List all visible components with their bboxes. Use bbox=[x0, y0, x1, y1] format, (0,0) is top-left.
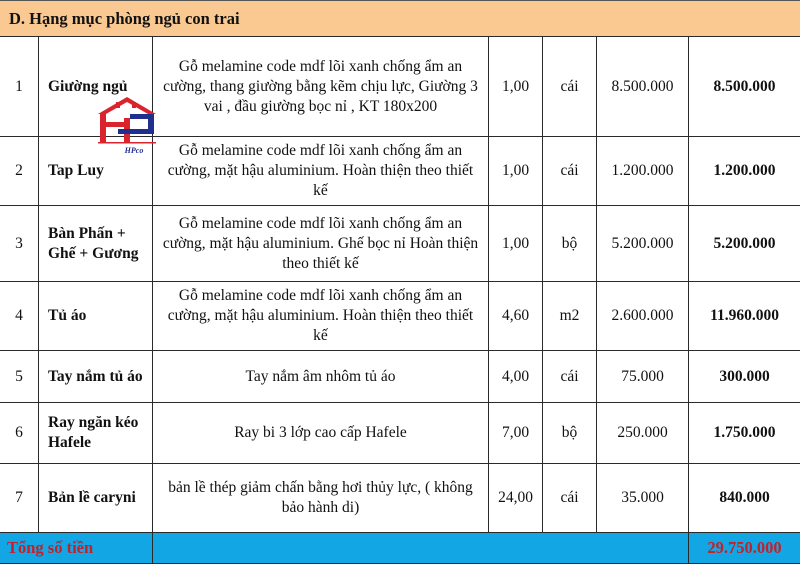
item-name: Giường ngủ bbox=[39, 37, 153, 137]
item-unit: m2 bbox=[543, 282, 597, 351]
item-description: bản lề thép giảm chấn bằng hơi thủy lực, ( không bảo hành di) bbox=[153, 464, 489, 533]
grand-total-row bbox=[0, 533, 800, 564]
item-description: Gỗ melamine code mdf lõi xanh chống ẩm an cường, mặt hậu aluminium. Hoàn thiện theo thiết kế bbox=[153, 137, 489, 206]
grand-total-label: Tổng số tiền bbox=[0, 533, 153, 564]
item-unit: cái bbox=[543, 464, 597, 533]
table-row bbox=[0, 464, 800, 533]
item-name: Bàn Phấn + Ghế + Gương bbox=[39, 206, 153, 282]
item-unit-price: 250.000 bbox=[597, 403, 689, 464]
item-name: Bản lề caryni bbox=[39, 464, 153, 533]
grand-total-value: 29.750.000 bbox=[689, 533, 800, 564]
table-row bbox=[0, 206, 800, 282]
item-quantity: 4,00 bbox=[489, 351, 543, 403]
row-number: 3 bbox=[0, 206, 39, 282]
logo-text: HPco bbox=[124, 146, 144, 155]
item-unit: cái bbox=[543, 37, 597, 137]
item-name: Tủ áo bbox=[39, 282, 153, 351]
item-quantity: 4,60 bbox=[489, 282, 543, 351]
item-description: Gỗ melamine code mdf lõi xanh chống ẩm an cường, mặt hậu aluminium. Ghế bọc nỉ Hoàn thiện theo thiết kế bbox=[153, 206, 489, 282]
row-number: 1 bbox=[0, 37, 39, 137]
item-quantity: 24,00 bbox=[489, 464, 543, 533]
item-total: 11.960.000 bbox=[689, 282, 800, 351]
item-description: Ray bi 3 lớp cao cấp Hafele bbox=[153, 403, 489, 464]
row-number: 2 bbox=[0, 137, 39, 206]
item-unit: cái bbox=[543, 351, 597, 403]
row-number: 4 bbox=[0, 282, 39, 351]
item-quantity: 1,00 bbox=[489, 137, 543, 206]
item-total: 8.500.000 bbox=[689, 37, 800, 137]
item-unit-price: 35.000 bbox=[597, 464, 689, 533]
row-number: 5 bbox=[0, 351, 39, 403]
item-unit-price: 2.600.000 bbox=[597, 282, 689, 351]
item-name: Ray ngăn kéo Hafele bbox=[39, 403, 153, 464]
section-title: D. Hạng mục phòng ngủ con trai bbox=[0, 1, 800, 37]
item-quantity: 1,00 bbox=[489, 206, 543, 282]
table-row bbox=[0, 403, 800, 464]
item-unit: bộ bbox=[543, 206, 597, 282]
item-description: Gỗ melamine code mdf lõi xanh chống ẩm an cường, mặt hậu aluminium. Hoàn thiện theo thiết kế bbox=[153, 282, 489, 351]
table-row bbox=[0, 282, 800, 351]
item-total: 1.750.000 bbox=[689, 403, 800, 464]
item-total: 300.000 bbox=[689, 351, 800, 403]
item-unit-price: 75.000 bbox=[597, 351, 689, 403]
row-number: 6 bbox=[0, 403, 39, 464]
item-total: 840.000 bbox=[689, 464, 800, 533]
item-total: 5.200.000 bbox=[689, 206, 800, 282]
item-name: Tap Luy bbox=[39, 137, 153, 206]
item-name: Tay nắm tủ áo bbox=[39, 351, 153, 403]
grand-total-spacer bbox=[153, 533, 689, 564]
section-header-row bbox=[0, 1, 800, 37]
item-quantity: 7,00 bbox=[489, 403, 543, 464]
item-unit-price: 5.200.000 bbox=[597, 206, 689, 282]
hpco-logo-icon bbox=[96, 96, 158, 156]
row-number: 7 bbox=[0, 464, 39, 533]
item-unit: cái bbox=[543, 137, 597, 206]
item-unit: bộ bbox=[543, 403, 597, 464]
item-description: Gỗ melamine code mdf lõi xanh chống ẩm an cường, thang giường bằng kẽm chịu lực, Giường 3 vai , đầu giường bọc nỉ , KT 180x200 bbox=[153, 37, 489, 137]
item-description: Tay nắm âm nhôm tủ áo bbox=[153, 351, 489, 403]
item-unit-price: 1.200.000 bbox=[597, 137, 689, 206]
item-quantity: 1,00 bbox=[489, 37, 543, 137]
item-unit-price: 8.500.000 bbox=[597, 37, 689, 137]
table-row bbox=[0, 351, 800, 403]
item-total: 1.200.000 bbox=[689, 137, 800, 206]
